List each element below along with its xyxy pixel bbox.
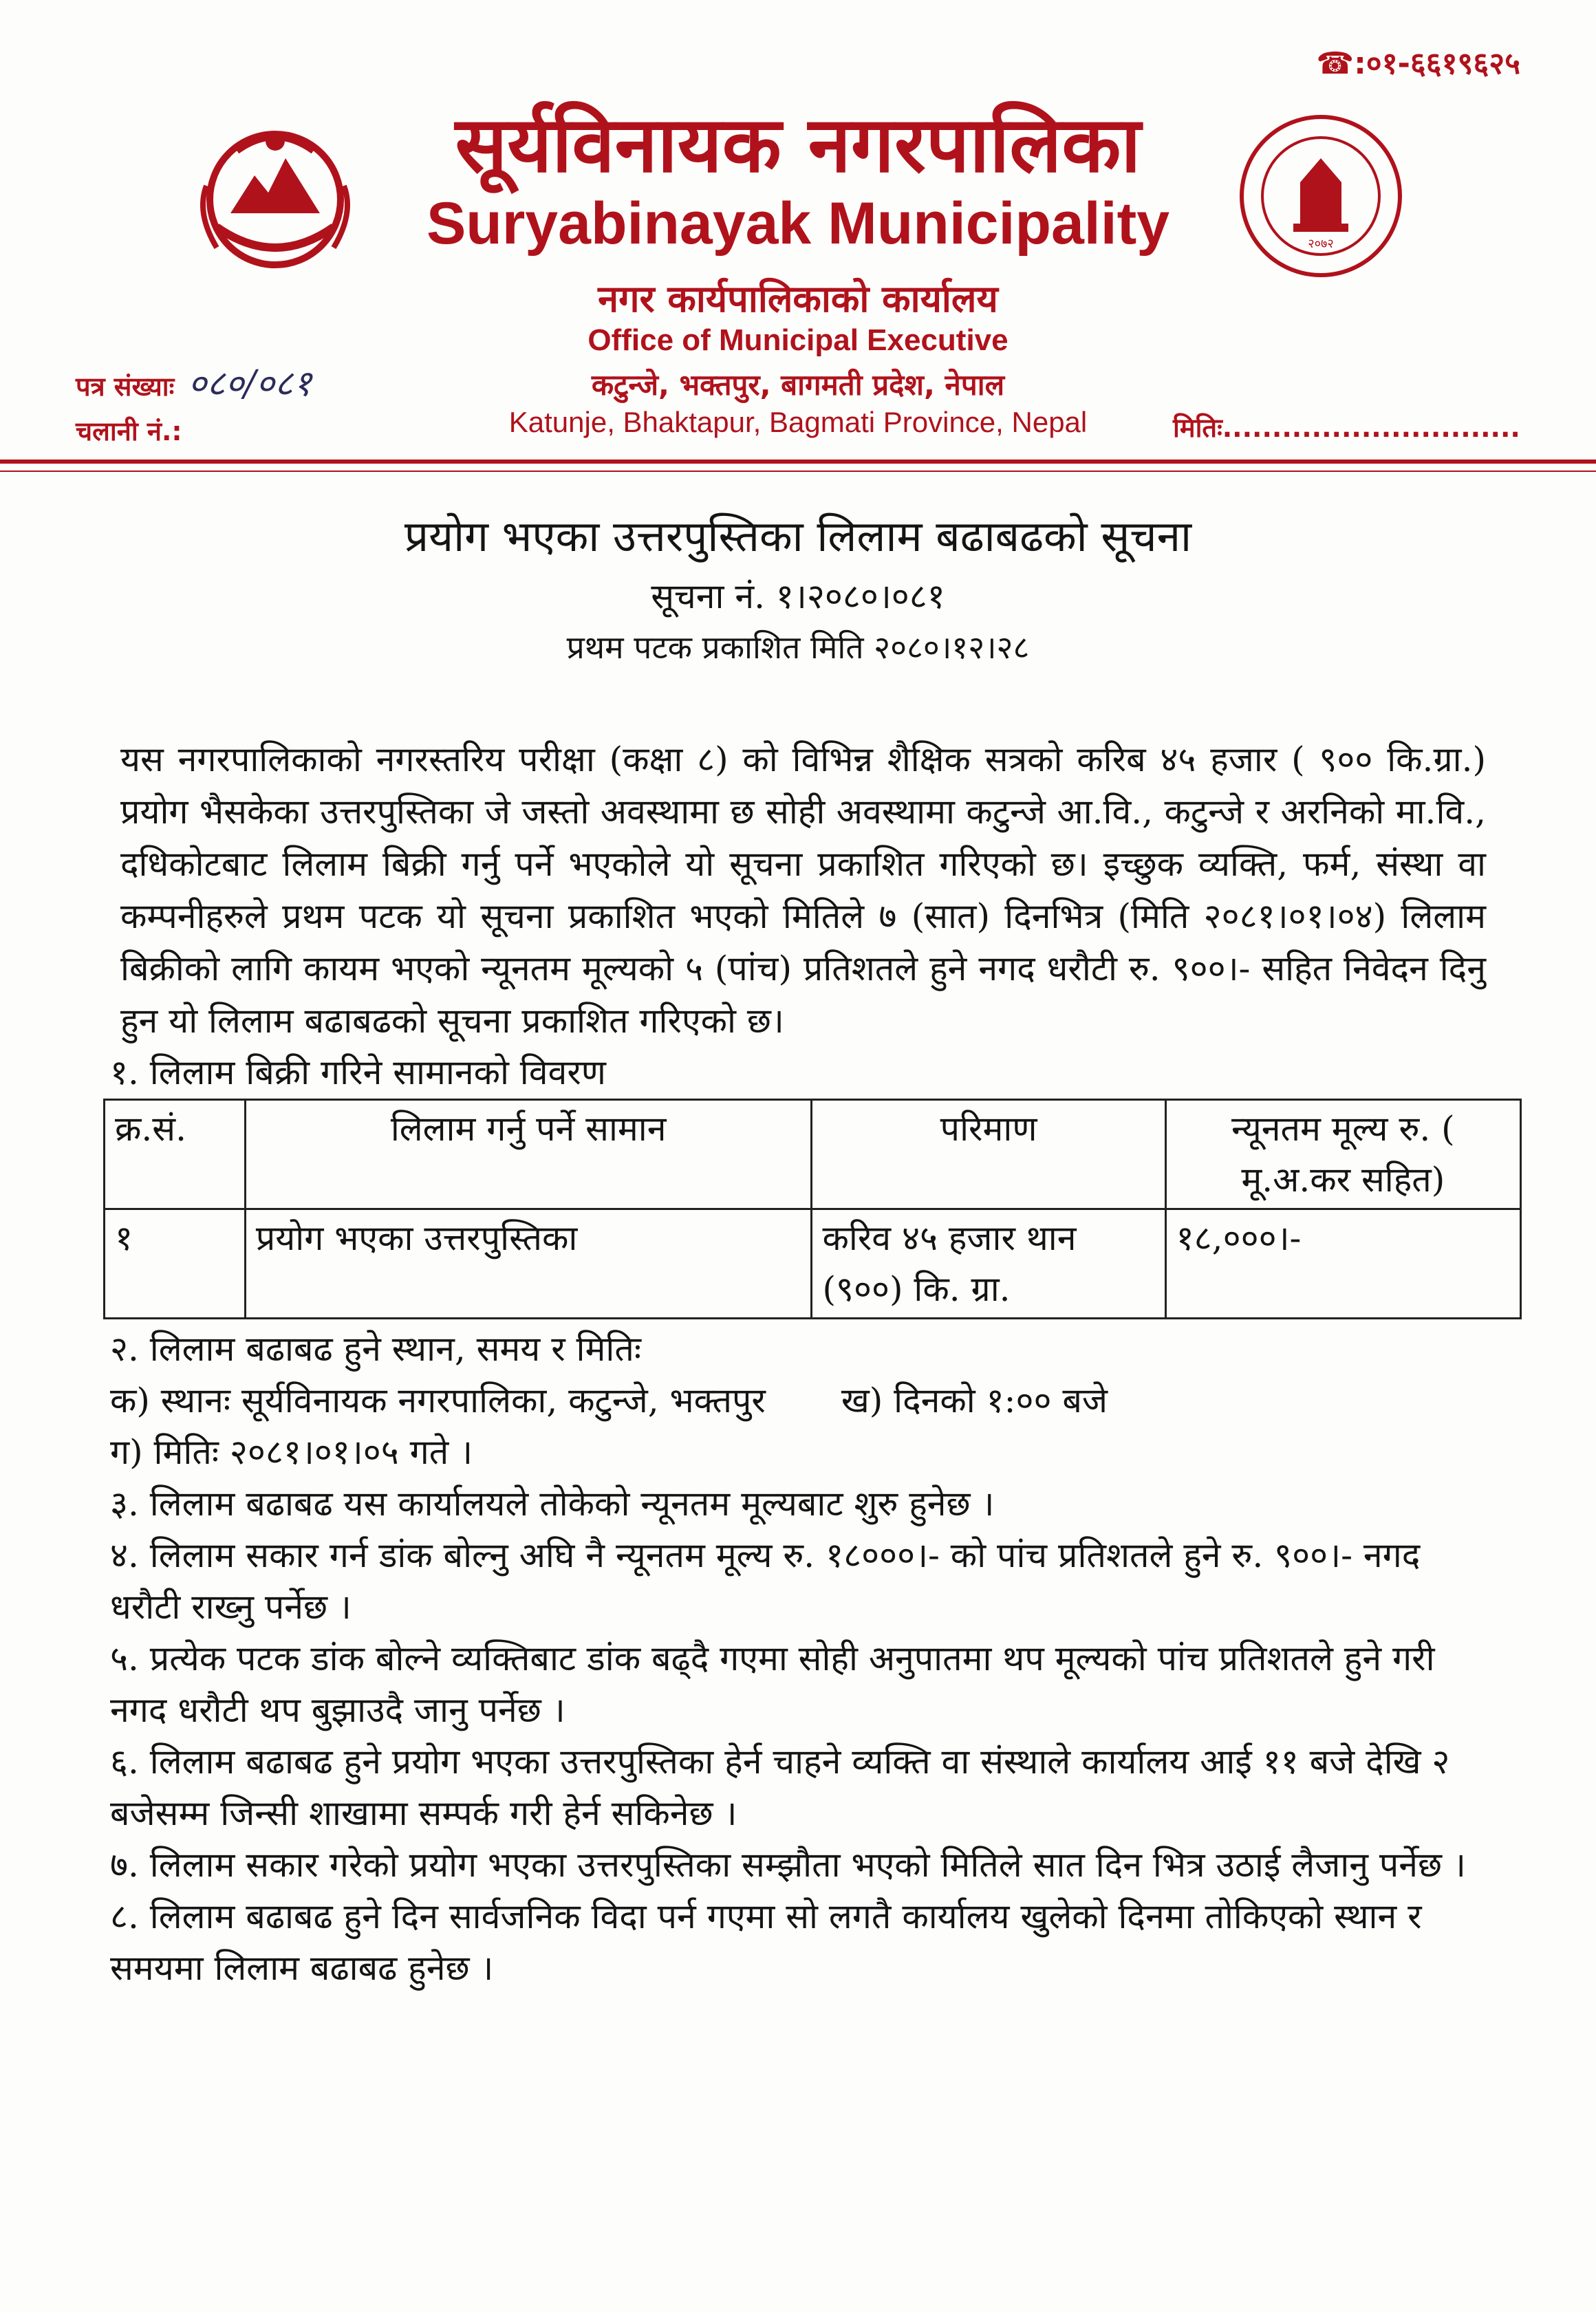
point-7: ७. लिलाम सकार गरेको प्रयोग भएका उत्तरपुस्तिका सम्झौता भएको मितिले सात दिन भित्र उठाई लैजानु पर्नेछ । xyxy=(110,1844,1466,1885)
table-header-row xyxy=(105,1099,1521,1209)
address-english: Katunje, Bhaktapur, Bagmati Province, Nepal xyxy=(508,406,1088,438)
point-4: ४. लिलाम सकार गर्न डांक बोल्नु अघि नै न्यूनतम मूल्य रु. १८०००।- को पांच प्रतिशतले हुने रु. ९००।- नगद धरौटी राख्नु पर्नेछ । xyxy=(110,1535,1421,1627)
point-8: ८. लिलाम बढाबढ हुने दिन सार्वजनिक विदा पर्न गएमा सो लगतै कार्यालय खुलेको दिनमा तोकिएको स्थान र समयमा लिलाम बढाबढ हुनेछ । xyxy=(110,1896,1422,1988)
point-3: ३. लिलाम बढाबढ यस कार्यालयले तोकेको न्यूनतम मूल्यबाट शुरु हुनेछ । xyxy=(110,1483,995,1524)
place-time-line xyxy=(110,1375,1486,1427)
header-rule-thin xyxy=(0,471,1596,472)
header-rule-thick xyxy=(0,460,1596,464)
published-date: प्रथम पटक प्रकाशित मिति २०८०।१२।२८ xyxy=(566,628,1030,666)
table-header-cell: क्र.सं. xyxy=(105,1099,246,1209)
office-name-english: Office of Municipal Executive xyxy=(587,323,1009,357)
table-header-cell: लिलाम गर्नु पर्ने सामान xyxy=(245,1099,812,1209)
intro-paragraph: यस नगरपालिकाको नगरस्तरिय परीक्षा (कक्षा ८) को विभिन्न शैक्षिक सत्रको करिब ४५ हजार ( ९०० कि.ग्रा.) प्रयोग भैसकेका उत्तरपुस्तिका जे जस्तो अवस्थामा छ सोही अवस्थामा कटुन्जे आ.वि., कटुन्जे र अरनिको मा.वि., दधिकोटबाट लिलाम बिक्री गर्नु पर्ने भएकोले यो सूचना प्रकाशित गरिएको छ। इच्छुक व्यक्ति, फर्म, संस्था वा कम्पनीहरुले प्रथम पटक यो सूचना प्रकाशित भएको मितिले ७ (सात) दिनभित्र (मिति २०८१।०१।०४) लिलाम बिक्रीको लागि कायम भएको न्यूनतम मूल्यको ५ (पांच) प्रतिशतले हुने नगद धरौटी रु. ९००।- सहित निवेदन दिनु हुन यो लिलाम बढाबढको सूचना प्रकाशित गरिएको छ। xyxy=(120,739,1486,1041)
table-header-cell: न्यूनतम मूल्य रु. ( मू.अ.कर सहित) xyxy=(1165,1099,1520,1209)
municipality-name-nepali: सूर्यविनायक नगरपालिका xyxy=(455,100,1141,190)
point-6: ६. लिलाम बढाबढ हुने प्रयोग भएका उत्तरपुस्तिका हेर्न चाहने व्यक्ति वा संस्थाले कार्यालय आई ११ बजे देखि २ बजेसम्म जिन्सी शाखामा सम्पर्क गरी हेर्न सकिनेछ । xyxy=(110,1741,1450,1833)
dispatch-number-label: चलानी नं.: xyxy=(76,416,182,446)
table-cell: करिव ४५ हजार थान (९००) कि. ग्रा. xyxy=(812,1209,1165,1318)
seal-year: २०७२ xyxy=(1308,237,1334,251)
notice-title: प्रयोग भएका उत्तरपुस्तिका लिलाम बढाबढको सूचना xyxy=(404,511,1192,561)
table-header-cell: परिमाण xyxy=(812,1099,1165,1209)
reference-value: ०८०/०८१ xyxy=(188,363,312,404)
address-nepali: कटुन्जे, भक्तपुर, बागमती प्रदेश, नेपाल xyxy=(591,368,1005,402)
point-5: ५. प्रत्येक पटक डांक बोल्ने व्यक्तिबाट डांक बढ्दै गएमा सोही अनुपातमा थप मूल्यको पांच प्रतिशतले हुने गरी नगद धरौटी थप बुझाउदै जानु पर्नेछ । xyxy=(110,1638,1435,1730)
table-cell: १ xyxy=(105,1209,246,1318)
table-cell: १८,०००।- xyxy=(1165,1209,1520,1318)
municipality-seal xyxy=(1235,110,1407,282)
auction-date: ग) मितिः २०८१।०१।०५ गते । xyxy=(110,1432,473,1472)
auction-time: ख) दिनको १:०० बजे xyxy=(841,1380,1108,1420)
section2-title: २. लिलाम बढाबढ हुने स्थान, समय र मितिः xyxy=(110,1328,641,1369)
auction-place: क) स्थानः सूर्यविनायक नगरपालिका, कटुन्जे, भक्तपुर xyxy=(110,1380,766,1420)
date-label: मितिः.............................. xyxy=(1173,413,1520,443)
table-cell: प्रयोग भएका उत्तरपुस्तिका xyxy=(245,1209,812,1318)
section1-title: १. लिलाम बिक्री गरिने सामानको विवरण xyxy=(110,1052,606,1092)
reference-number xyxy=(76,358,312,407)
nepal-government-emblem xyxy=(189,110,361,282)
table-row xyxy=(105,1209,1521,1318)
phone-number: ☎:०१-६६१९६२५ xyxy=(1316,46,1520,81)
office-name-nepali: नगर कार्यपालिकाको कार्यालय xyxy=(598,277,998,321)
municipality-name-english: Suryabinayak Municipality xyxy=(426,191,1170,257)
notice-body xyxy=(110,509,1486,1994)
reference-label: पत्र संख्याः xyxy=(76,371,175,402)
notice-number: सूचना नं. १।२०८०।०८१ xyxy=(651,576,945,616)
auction-items-table xyxy=(103,1099,1522,1319)
